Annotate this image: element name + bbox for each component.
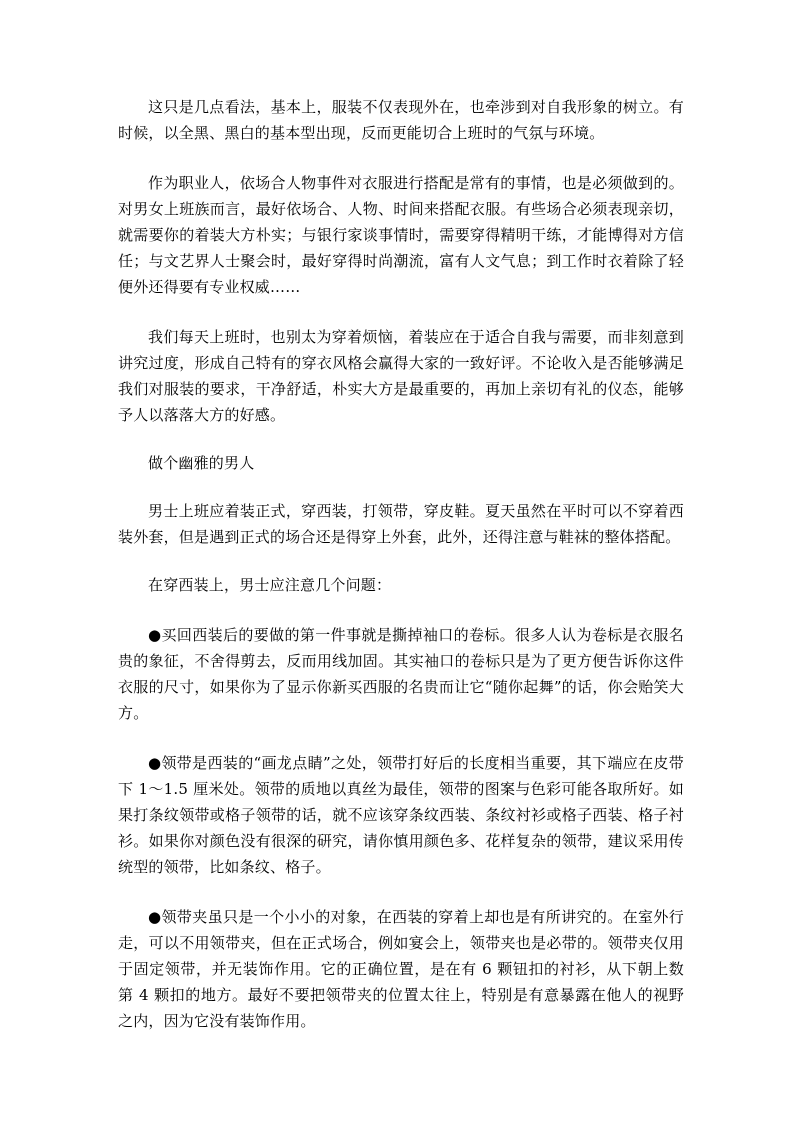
bullet-tie-clip: ●领带夹虽只是一个小小的对象，在西装的穿着上却也是有所讲究的。在室外行走，可以不用领带夹，但在正式场合，例如宴会上，领带夹也是必带的。领带夹仅用于固定领带，并无装饰作用。它的正确位置，是在有 6 颗钮扣的衬衫，从下朝上数第 4 颗扣的地方。最好不要把领带夹的位置太往上，特别是有意暴露在他人的视野之内，因为它没有装饰作用。 [118,908,684,1030]
section-heading: 做个幽雅的男人 [148,454,255,472]
document-body [118,94,684,1034]
paragraph-suit-issues: 在穿西装上，男士应注意几个问题： [148,576,392,594]
bullet-necktie: ●领带是西装的“画龙点睛”之处，领带打好后的长度相当重要，其下端应在皮带下 1～1.5 厘米处。领带的质地以真丝为最佳，领带的图案与色彩可能各取所好。如果打条纹领带或格子领带的话，就不应该穿条纹西装、条纹衬衫或格子西装、格子衬衫。如果你对颜色没有很深的研究，请你慎用颜色多、花样复杂的领带，建议采用传统型的领带，比如条纹、格子。 [118,754,684,876]
paragraph-mens-attire: 男士上班应着装正式，穿西装，打领带，穿皮鞋。夏天虽然在平时可以不穿着西装外套，但是遇到正式的场合还是得穿上外套，此外，还得注意与鞋袜的整体搭配。 [118,502,684,546]
paragraph-occasion-dressing: 作为职业人，依场合人物事件对衣服进行搭配是常有的事情，也是必须做到的。对男女上班族而言，最好依场合、人物、时间来搭配衣服。有些场合必须表现亲切，就需要你的着装大方朴实；与银行家谈事情时，需要穿得精明干练，才能博得对方信任；与文艺界人士聚会时，最好穿得时尚潮流，富有人文气息；到工作时衣着除了轻便外还得要有专业权威…… [118,174,684,296]
paragraph-daily-style: 我们每天上班时，也别太为穿着烦恼，着装应在于适合自我与需要，而非刻意到讲究过度，形成自己特有的穿衣风格会赢得大家的一致好评。不论收入是否能够满足我们对服装的要求，干净舒适，朴实大方是最重要的，再加上亲切有礼的仪态，能够予人以落落大方的好感。 [118,328,684,424]
bullet-suit-label: ●买回西装后的要做的第一件事就是撕掉袖口的卷标。很多人认为卷标是衣服名贵的象征，不舍得剪去，反而用线加固。其实袖口的卷标只是为了更方便告诉你这件衣服的尺寸，如果你为了显示你新买西服的名贵而让它“随你起舞”的话，你会贻笑大方。 [118,626,684,722]
paragraph-intro: 这只是几点看法，基本上，服装不仅表现外在，也牵涉到对自我形象的树立。有时候，以全黑、黑白的基本型出现，反而更能切合上班时的气氛与环境。 [118,98,684,142]
